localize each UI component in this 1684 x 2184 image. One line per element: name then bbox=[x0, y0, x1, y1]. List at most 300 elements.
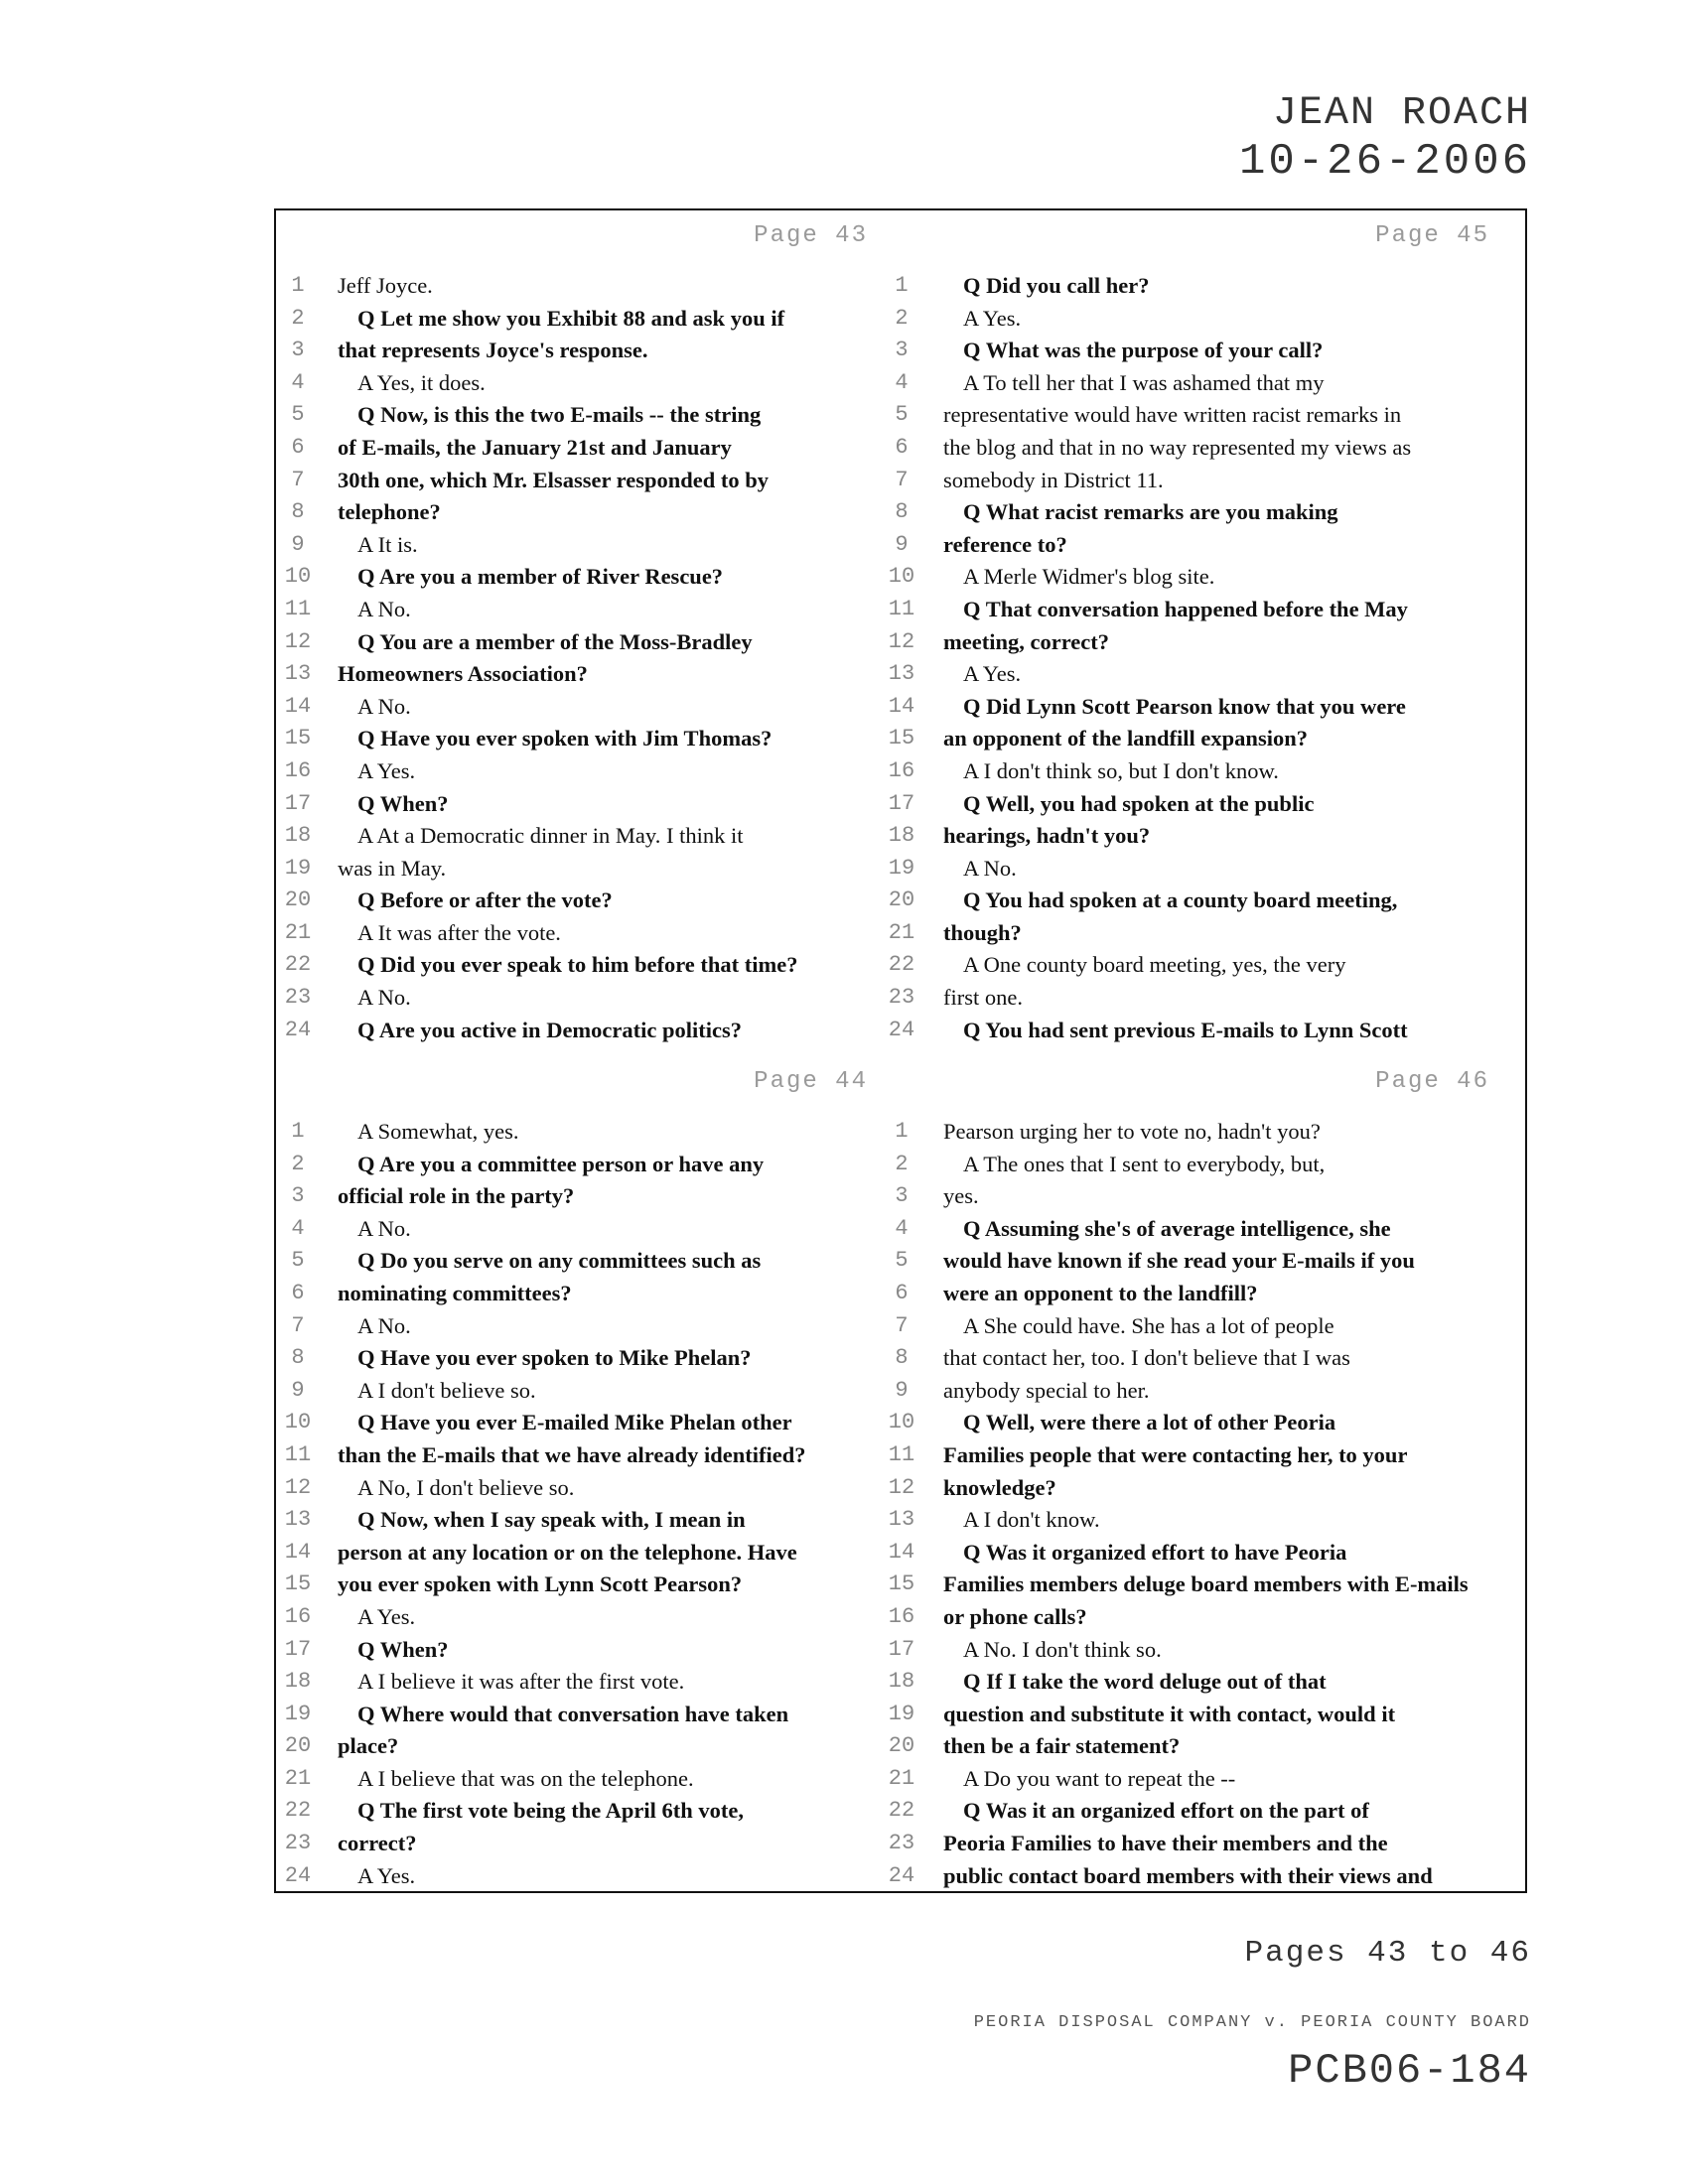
line-text: A I don't believe so. bbox=[357, 1377, 536, 1403]
line-number: 19 bbox=[284, 855, 312, 881]
transcript-line bbox=[276, 1730, 892, 1763]
page-44 bbox=[276, 1056, 892, 1890]
line-number: 16 bbox=[888, 1603, 915, 1629]
line-text: place? bbox=[338, 1733, 399, 1759]
line-number: 11 bbox=[888, 596, 915, 621]
line-number: 11 bbox=[888, 1441, 915, 1467]
line-text: A The ones that I sent to everybody, but, bbox=[963, 1151, 1326, 1176]
line-number: 15 bbox=[284, 1571, 312, 1597]
line-number: 17 bbox=[888, 1636, 915, 1662]
transcript-line bbox=[276, 1407, 892, 1439]
line-text: person at any location or on the telephone. Have bbox=[338, 1539, 797, 1565]
transcript-line bbox=[276, 723, 892, 755]
line-text: Q If I take the word deluge out of that bbox=[963, 1669, 1327, 1695]
transcript-line bbox=[276, 1666, 892, 1699]
line-text: Q Well, you had spoken at the public bbox=[963, 790, 1315, 816]
transcript-line bbox=[276, 755, 892, 788]
line-number: 15 bbox=[888, 1571, 915, 1597]
line-number: 8 bbox=[291, 1345, 305, 1371]
transcript-line bbox=[276, 1213, 892, 1246]
line-number: 9 bbox=[291, 531, 305, 557]
line-text: Q Well, were there a lot of other Peoria bbox=[963, 1410, 1336, 1435]
line-text: that contact her, too. I don't believe that I was bbox=[943, 1345, 1350, 1371]
transcript-line bbox=[895, 270, 1513, 303]
line-number: 6 bbox=[291, 1280, 305, 1305]
transcript-line bbox=[895, 1245, 1513, 1278]
line-number: 22 bbox=[284, 952, 312, 978]
transcript-line bbox=[276, 658, 892, 691]
line-number: 13 bbox=[888, 1507, 915, 1533]
transcript-line bbox=[276, 1795, 892, 1828]
line-number: 20 bbox=[888, 1733, 915, 1759]
transcript-line bbox=[895, 1213, 1513, 1246]
line-text: would have known if she read your E-mails if you bbox=[943, 1248, 1415, 1274]
transcript-frame bbox=[274, 208, 1527, 1893]
transcript-line bbox=[276, 1015, 892, 1047]
line-text: Families people that were contacting her, to your bbox=[943, 1441, 1408, 1467]
transcript-line bbox=[276, 917, 892, 950]
line-number: 3 bbox=[895, 1183, 909, 1209]
line-text: or phone calls? bbox=[943, 1603, 1087, 1629]
transcript-line bbox=[276, 399, 892, 432]
line-text: Q Before or after the vote? bbox=[357, 887, 613, 913]
line-text: Q Did you ever speak to him before that time? bbox=[357, 952, 798, 978]
line-text: A I don't think so, but I don't know. bbox=[963, 757, 1279, 783]
line-text: Q Did you call her? bbox=[963, 273, 1150, 298]
line-number: 15 bbox=[888, 726, 915, 751]
transcript-line bbox=[888, 691, 1513, 724]
line-number: 2 bbox=[895, 305, 909, 331]
line-text: Q Are you a member of River Rescue? bbox=[357, 564, 724, 590]
transcript-line bbox=[276, 561, 892, 594]
line-text: an opponent of the landfill expansion? bbox=[943, 726, 1308, 751]
transcript-line bbox=[888, 723, 1513, 755]
line-number: 13 bbox=[284, 661, 312, 687]
transcript-line bbox=[888, 917, 1513, 950]
line-text: anybody special to her. bbox=[943, 1377, 1150, 1403]
line-text: Q Now, when I say speak with, I mean in bbox=[357, 1507, 746, 1533]
transcript-line bbox=[895, 303, 1513, 336]
line-text: Pearson urging her to vote no, hadn't you? bbox=[943, 1119, 1321, 1144]
transcript-line bbox=[276, 885, 892, 917]
transcript-line bbox=[276, 1472, 892, 1505]
line-number: 13 bbox=[284, 1507, 312, 1533]
line-number: 5 bbox=[291, 402, 305, 428]
line-number: 10 bbox=[284, 564, 312, 590]
transcript-line bbox=[276, 788, 892, 821]
transcript-line bbox=[895, 399, 1513, 432]
line-number: 22 bbox=[284, 1798, 312, 1824]
line-text: though? bbox=[943, 919, 1022, 945]
line-text: Q Have you ever spoken to Mike Phelan? bbox=[357, 1345, 752, 1371]
line-number: 12 bbox=[888, 1474, 915, 1500]
transcript-line bbox=[895, 1149, 1513, 1181]
line-number: 12 bbox=[284, 1474, 312, 1500]
line-text: A No. bbox=[357, 1215, 411, 1241]
line-text: A She could have. She has a lot of people bbox=[963, 1312, 1334, 1338]
page-46 bbox=[888, 1056, 1513, 1890]
line-text: A Do you want to repeat the -- bbox=[963, 1765, 1236, 1791]
line-text: Q Assuming she's of average intelligence, she bbox=[963, 1215, 1391, 1241]
transcript-line bbox=[895, 1180, 1513, 1213]
line-number: 10 bbox=[284, 1410, 312, 1435]
line-text: A Yes. bbox=[963, 305, 1022, 331]
transcript-line bbox=[888, 1860, 1513, 1893]
line-number: 24 bbox=[888, 1017, 915, 1042]
line-number: 2 bbox=[291, 1151, 305, 1176]
line-number: 7 bbox=[895, 467, 909, 492]
line-number: 20 bbox=[284, 1733, 312, 1759]
line-number: 4 bbox=[895, 369, 909, 395]
line-text: was in May. bbox=[338, 855, 447, 881]
pages-range: Pages 43 to 46 bbox=[1244, 1936, 1531, 1971]
line-number: 7 bbox=[291, 1312, 305, 1338]
transcript-line bbox=[276, 1245, 892, 1278]
line-number: 7 bbox=[895, 1312, 909, 1338]
transcript-line bbox=[276, 1310, 892, 1343]
line-text: then be a fair statement? bbox=[943, 1733, 1181, 1759]
line-text: A Merle Widmer's blog site. bbox=[963, 564, 1215, 590]
transcript-line bbox=[276, 626, 892, 659]
transcript-line bbox=[276, 270, 892, 303]
transcript-line bbox=[888, 1472, 1513, 1505]
line-number: 17 bbox=[888, 790, 915, 816]
line-number: 14 bbox=[888, 1539, 915, 1565]
transcript-line bbox=[895, 465, 1513, 497]
line-number: 11 bbox=[284, 596, 312, 621]
line-text: than the E-mails that we have already identified? bbox=[338, 1441, 806, 1467]
transcript-line bbox=[276, 465, 892, 497]
transcript-line bbox=[276, 1375, 892, 1408]
line-text: Q Was it organized effort to have Peoria bbox=[963, 1539, 1347, 1565]
page-title: Page 44 bbox=[754, 1068, 868, 1095]
line-text: knowledge? bbox=[943, 1474, 1056, 1500]
line-number: 9 bbox=[291, 1377, 305, 1403]
line-number: 19 bbox=[888, 1701, 915, 1726]
transcript-line bbox=[276, 1828, 892, 1860]
transcript-line bbox=[888, 982, 1513, 1015]
line-number: 14 bbox=[888, 693, 915, 719]
line-number: 5 bbox=[291, 1248, 305, 1274]
line-text: A Yes. bbox=[357, 1603, 416, 1629]
line-text: Q Do you serve on any committees such as bbox=[357, 1248, 762, 1274]
transcript-line bbox=[276, 432, 892, 465]
line-text: first one. bbox=[943, 985, 1023, 1011]
transcript-line bbox=[276, 1569, 892, 1601]
line-text: nominating committees? bbox=[338, 1280, 572, 1305]
line-text: you ever spoken with Lynn Scott Pearson? bbox=[338, 1571, 743, 1597]
transcript-line bbox=[888, 885, 1513, 917]
line-number: 21 bbox=[284, 919, 312, 945]
line-text: correct? bbox=[338, 1831, 417, 1856]
page-title: Page 45 bbox=[1375, 222, 1489, 249]
line-number: 22 bbox=[888, 952, 915, 978]
page-43 bbox=[276, 210, 892, 1044]
line-text: Q That conversation happened before the May bbox=[963, 596, 1408, 621]
transcript-line bbox=[276, 1537, 892, 1570]
transcript-line bbox=[888, 788, 1513, 821]
line-text: A One county board meeting, yes, the very bbox=[963, 952, 1346, 978]
transcript-line bbox=[888, 1407, 1513, 1439]
transcript-line bbox=[276, 1601, 892, 1634]
line-text: were an opponent to the landfill? bbox=[943, 1280, 1258, 1305]
line-number: 18 bbox=[284, 823, 312, 849]
transcript-line bbox=[888, 1569, 1513, 1601]
line-number: 23 bbox=[888, 1831, 915, 1856]
transcript-line bbox=[276, 1699, 892, 1731]
line-number: 3 bbox=[895, 338, 909, 363]
line-text: Q Have you ever spoken with Jim Thomas? bbox=[357, 726, 772, 751]
line-text: Q Are you active in Democratic politics? bbox=[357, 1017, 743, 1042]
transcript-line bbox=[895, 1342, 1513, 1375]
line-text: Q You are a member of the Moss-Bradley bbox=[357, 628, 753, 654]
line-text: representative would have written racist remarks in bbox=[943, 402, 1402, 428]
line-number: 16 bbox=[284, 757, 312, 783]
line-number: 9 bbox=[895, 531, 909, 557]
transcript-line bbox=[895, 432, 1513, 465]
line-number: 11 bbox=[284, 1441, 312, 1467]
line-text: Q Now, is this the two E-mails -- the string bbox=[357, 402, 762, 428]
line-number: 20 bbox=[284, 887, 312, 913]
page-title: Page 43 bbox=[754, 222, 868, 249]
line-text: Peoria Families to have their members and the bbox=[943, 1831, 1388, 1856]
line-number: 8 bbox=[291, 499, 305, 525]
line-number: 13 bbox=[888, 661, 915, 687]
transcript-line bbox=[888, 1699, 1513, 1731]
page-45 bbox=[888, 210, 1513, 1044]
transcript-line bbox=[888, 949, 1513, 982]
line-number: 16 bbox=[284, 1603, 312, 1629]
line-number: 10 bbox=[888, 1410, 915, 1435]
line-number: 3 bbox=[291, 1183, 305, 1209]
line-number: 14 bbox=[284, 693, 312, 719]
line-number: 18 bbox=[284, 1669, 312, 1695]
line-text: A No. bbox=[963, 855, 1017, 881]
line-text: A Yes. bbox=[357, 757, 416, 783]
transcript-line bbox=[888, 1015, 1513, 1047]
line-number: 1 bbox=[895, 1119, 909, 1144]
transcript-lines bbox=[276, 270, 892, 1046]
line-number: 2 bbox=[291, 305, 305, 331]
transcript-line bbox=[276, 820, 892, 853]
line-number: 21 bbox=[284, 1765, 312, 1791]
line-text: the blog and that in no way represented my views as bbox=[943, 434, 1412, 460]
line-number: 16 bbox=[888, 757, 915, 783]
transcript-lines bbox=[888, 1116, 1513, 1892]
line-number: 23 bbox=[284, 985, 312, 1011]
transcript-line bbox=[888, 1439, 1513, 1472]
line-number: 6 bbox=[895, 434, 909, 460]
line-text: Q Where would that conversation have taken bbox=[357, 1701, 789, 1726]
line-text: official role in the party? bbox=[338, 1183, 575, 1209]
line-number: 17 bbox=[284, 1636, 312, 1662]
transcript-line bbox=[276, 982, 892, 1015]
transcript-line bbox=[895, 367, 1513, 400]
line-number: 5 bbox=[895, 402, 909, 428]
transcript-line bbox=[895, 529, 1513, 562]
line-text: Q When? bbox=[357, 1636, 449, 1662]
line-text: A I believe it was after the first vote. bbox=[357, 1669, 685, 1695]
line-number: 10 bbox=[888, 564, 915, 590]
line-number: 24 bbox=[284, 1017, 312, 1042]
line-text: A No. I don't think so. bbox=[963, 1636, 1162, 1662]
transcript-line bbox=[895, 496, 1513, 529]
line-text: Q Are you a committee person or have any bbox=[357, 1151, 765, 1176]
line-number: 23 bbox=[888, 985, 915, 1011]
witness-name: JEAN ROACH bbox=[1272, 91, 1531, 136]
line-number: 24 bbox=[888, 1862, 915, 1888]
transcript-line bbox=[888, 1795, 1513, 1828]
line-number: 12 bbox=[888, 628, 915, 654]
transcript-line bbox=[888, 561, 1513, 594]
line-text: that represents Joyce's response. bbox=[338, 338, 648, 363]
transcript-line bbox=[888, 1504, 1513, 1537]
line-number: 22 bbox=[888, 1798, 915, 1824]
line-number: 19 bbox=[888, 855, 915, 881]
transcript-line bbox=[276, 496, 892, 529]
line-text: Q What racist remarks are you making bbox=[963, 499, 1338, 525]
line-text: of E-mails, the January 21st and January bbox=[338, 434, 732, 460]
line-text: public contact board members with their views and bbox=[943, 1862, 1433, 1888]
transcript-line bbox=[276, 1504, 892, 1537]
line-number: 24 bbox=[284, 1862, 312, 1888]
line-text: Jeff Joyce. bbox=[338, 273, 433, 298]
transcript-line bbox=[888, 1634, 1513, 1667]
transcript-line bbox=[888, 1763, 1513, 1796]
line-number: 4 bbox=[291, 1215, 305, 1241]
line-text: A To tell her that I was ashamed that my bbox=[963, 369, 1325, 395]
transcript-line bbox=[888, 1537, 1513, 1570]
line-number: 17 bbox=[284, 790, 312, 816]
transcript-line bbox=[888, 594, 1513, 626]
transcript-line bbox=[276, 1342, 892, 1375]
line-number: 1 bbox=[895, 273, 909, 298]
line-text: question and substitute it with contact, would it bbox=[943, 1701, 1396, 1726]
line-number: 14 bbox=[284, 1539, 312, 1565]
transcript-line bbox=[895, 1278, 1513, 1310]
transcript-line bbox=[888, 755, 1513, 788]
line-text: A Yes, it does. bbox=[357, 369, 486, 395]
line-text: A Yes. bbox=[963, 661, 1022, 687]
line-text: Q What was the purpose of your call? bbox=[963, 338, 1324, 363]
line-text: yes. bbox=[943, 1183, 979, 1209]
transcript-line bbox=[276, 367, 892, 400]
line-text: Q The first vote being the April 6th vote, bbox=[357, 1798, 744, 1824]
line-number: 20 bbox=[888, 887, 915, 913]
line-number: 2 bbox=[895, 1151, 909, 1176]
transcript-line bbox=[276, 529, 892, 562]
line-number: 9 bbox=[895, 1377, 909, 1403]
line-text: A Somewhat, yes. bbox=[357, 1119, 519, 1144]
line-text: somebody in District 11. bbox=[943, 467, 1164, 492]
deposition-date: 10-26-2006 bbox=[1238, 137, 1531, 187]
transcript-line bbox=[276, 949, 892, 982]
line-text: Q Did Lynn Scott Pearson know that you were bbox=[963, 693, 1406, 719]
line-text: Q Was it an organized effort on the part of bbox=[963, 1798, 1369, 1824]
line-number: 23 bbox=[284, 1831, 312, 1856]
transcript-line bbox=[276, 1278, 892, 1310]
line-number: 4 bbox=[291, 369, 305, 395]
line-text: hearings, hadn't you? bbox=[943, 823, 1151, 849]
line-text: Homeowners Association? bbox=[338, 661, 588, 687]
line-number: 4 bbox=[895, 1215, 909, 1241]
transcript-line bbox=[888, 853, 1513, 886]
line-text: Q You had spoken at a county board meeting, bbox=[963, 887, 1398, 913]
line-number: 1 bbox=[291, 1119, 305, 1144]
line-number: 1 bbox=[291, 273, 305, 298]
transcript-line bbox=[888, 1828, 1513, 1860]
transcript-line bbox=[895, 1116, 1513, 1149]
page-title: Page 46 bbox=[1375, 1068, 1489, 1095]
transcript-line bbox=[276, 1439, 892, 1472]
transcript-line bbox=[276, 691, 892, 724]
transcript-line bbox=[276, 1634, 892, 1667]
transcript-line bbox=[895, 335, 1513, 367]
transcript-line bbox=[276, 853, 892, 886]
line-number: 6 bbox=[291, 434, 305, 460]
line-text: A Yes. bbox=[357, 1862, 416, 1888]
line-text: Q When? bbox=[357, 790, 449, 816]
transcript-line bbox=[276, 303, 892, 336]
transcript-lines bbox=[276, 1116, 892, 1892]
line-text: A I believe that was on the telephone. bbox=[357, 1765, 694, 1791]
transcript-line bbox=[888, 658, 1513, 691]
line-number: 19 bbox=[284, 1701, 312, 1726]
line-text: Q Have you ever E-mailed Mike Phelan other bbox=[357, 1410, 792, 1435]
line-number: 5 bbox=[895, 1248, 909, 1274]
line-number: 8 bbox=[895, 499, 909, 525]
line-text: A No. bbox=[357, 1312, 411, 1338]
line-text: A No, I don't believe so. bbox=[357, 1474, 575, 1500]
case-caption: PEORIA DISPOSAL COMPANY v. PEORIA COUNTY BOARD bbox=[973, 2013, 1531, 2032]
transcript-line bbox=[895, 1375, 1513, 1408]
line-text: Families members deluge board members with E-mails bbox=[943, 1571, 1469, 1597]
line-text: A No. bbox=[357, 596, 411, 621]
line-text: meeting, correct? bbox=[943, 628, 1109, 654]
transcript-line bbox=[888, 1666, 1513, 1699]
transcript-line bbox=[276, 1180, 892, 1213]
line-text: A It is. bbox=[357, 531, 418, 557]
transcript-line bbox=[276, 1763, 892, 1796]
line-number: 18 bbox=[888, 823, 915, 849]
transcript-lines bbox=[888, 270, 1513, 1046]
transcript-line bbox=[276, 1116, 892, 1149]
line-text: A No. bbox=[357, 985, 411, 1011]
line-text: A No. bbox=[357, 693, 411, 719]
transcript-line bbox=[276, 1149, 892, 1181]
transcript-line bbox=[888, 1730, 1513, 1763]
line-text: A At a Democratic dinner in May. I think it bbox=[357, 823, 744, 849]
line-number: 21 bbox=[888, 1765, 915, 1791]
line-number: 12 bbox=[284, 628, 312, 654]
transcript-line bbox=[895, 1310, 1513, 1343]
case-number: PCB06-184 bbox=[1288, 2047, 1531, 2095]
line-number: 3 bbox=[291, 338, 305, 363]
line-text: A I don't know. bbox=[963, 1507, 1100, 1533]
transcript-line bbox=[276, 594, 892, 626]
line-number: 7 bbox=[291, 467, 305, 492]
line-text: A It was after the vote. bbox=[357, 919, 561, 945]
transcript-line bbox=[888, 626, 1513, 659]
transcript-line bbox=[888, 820, 1513, 853]
line-text: telephone? bbox=[338, 499, 441, 525]
line-text: Q Let me show you Exhibit 88 and ask you if bbox=[357, 305, 785, 331]
line-number: 21 bbox=[888, 919, 915, 945]
line-text: reference to? bbox=[943, 531, 1067, 557]
line-number: 15 bbox=[284, 726, 312, 751]
transcript-line bbox=[888, 1601, 1513, 1634]
transcript-line bbox=[276, 1860, 892, 1893]
